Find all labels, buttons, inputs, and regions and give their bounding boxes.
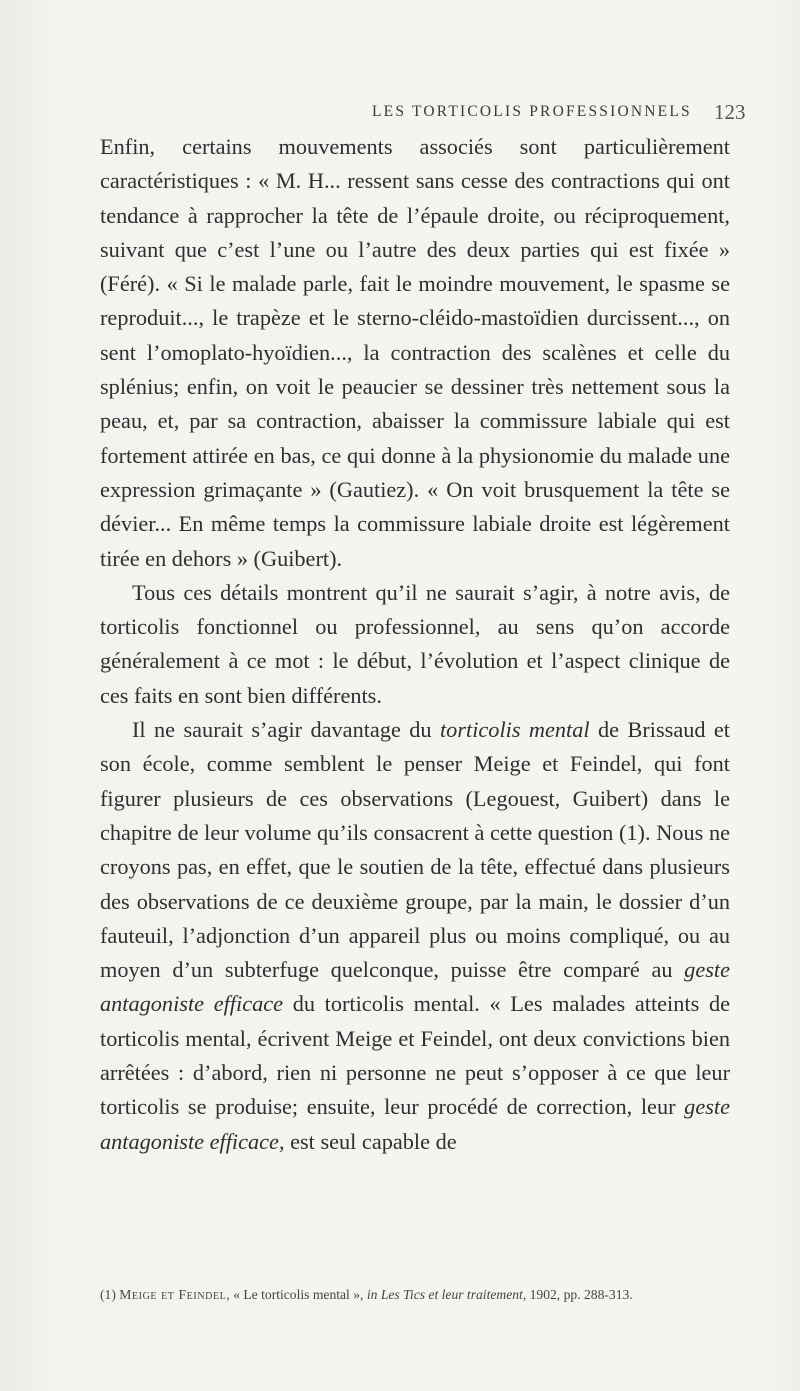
paragraph-3-part-a: Il ne saurait s’agir davantage du <box>132 717 440 743</box>
footnote-marker: (1) <box>100 1287 120 1302</box>
footnote-in: in <box>366 1287 378 1302</box>
footnote-book-title: Les Tics et leur traitement <box>380 1287 523 1302</box>
paragraph-3-part-e: du torticolis mental. « Les malades atteints de torticolis mental, écrivent Meige et Feindel, ont deux convictions bien arrêtées : d’abord, rien ni personne ne peut s’opposer à ce que leur torticolis se produise; ensuite, leur procédé de correction, leur <box>100 991 730 1120</box>
page-number: 123 <box>714 100 746 124</box>
term-geste-antagoniste-2: geste antagoniste efficace <box>100 1094 730 1154</box>
paragraph-3-part-c: de Brissaud et son école, comme semblent le penser Meige et Feindel, qui font figurer plusieurs de ces observations (Legouest, Guibert) dans le chapitre de leur volume qu’ils consacrent à cette question (1). Nous ne croyons pas, en effet, que le soutien de la tête, effectué dans plusieurs des observations de ce deuxième groupe, par la main, le dossier d’un fauteuil, l’adjonction d’un appareil plus ou moins compliqué, ou au moyen d’un subterfuge quelconque, puisse être comparé au <box>100 717 731 983</box>
paragraph-1: Enfin, certains mouvements associés sont particulièrement caractéristiques : « M. H... ressent sans cesse des contractions qui ont tendance à rapprocher la tête de l’épaule droite, ou réciproquement, suivant que c’est l’une ou l’autre des deux parties qui est fixée » (Féré). « Si le malade parle, fait le moindre mouvement, le spasme se reproduit..., le trapèze et le sterno-cléido-mastoïdien durcissent..., on sent l’omoplato-hyoïdien..., la contraction des scalènes et celle du splénius; enfin, on voit le peaucier se dessiner très nettement sous la peau, et, par sa contraction, abaisser la commissure labiale qui est fortement attirée en bas, ce qui donne à la physionomie du malade une expression grimaçante » (Gautiez). « On voit brusquement la tête se dévier... En même temps la commissure labiale droite est légèrement tirée en dehors » (Guibert). <box>100 134 730 571</box>
footnote <box>100 1284 725 1305</box>
running-title: LES TORTICOLIS PROFESSIONNELS <box>372 103 692 120</box>
term-geste-antagoniste-1: geste antagoniste efficace <box>100 957 730 1017</box>
footnote-authors: Meige et Feindel <box>119 1287 227 1302</box>
footnote-text-a: , « Le torticolis mental », <box>226 1287 367 1302</box>
term-torticolis-mental: torticolis mental <box>439 717 590 743</box>
page-header <box>0 100 800 129</box>
paragraph-3 <box>100 713 730 1159</box>
paragraph-3-part-g: , est seul capable de <box>278 1128 457 1154</box>
body-text <box>100 130 730 1159</box>
paragraph-2: Tous ces détails montrent qu’il ne saurait s’agir, à notre avis, de torticolis fonctionnel ou professionnel, au sens qu’on accorde généralement à ce mot : le début, l’évolution et l’aspect clinique de ces faits en sont bien différents. <box>100 579 730 708</box>
footnote-text-b: , 1902, pp. 288-313. <box>522 1287 633 1302</box>
